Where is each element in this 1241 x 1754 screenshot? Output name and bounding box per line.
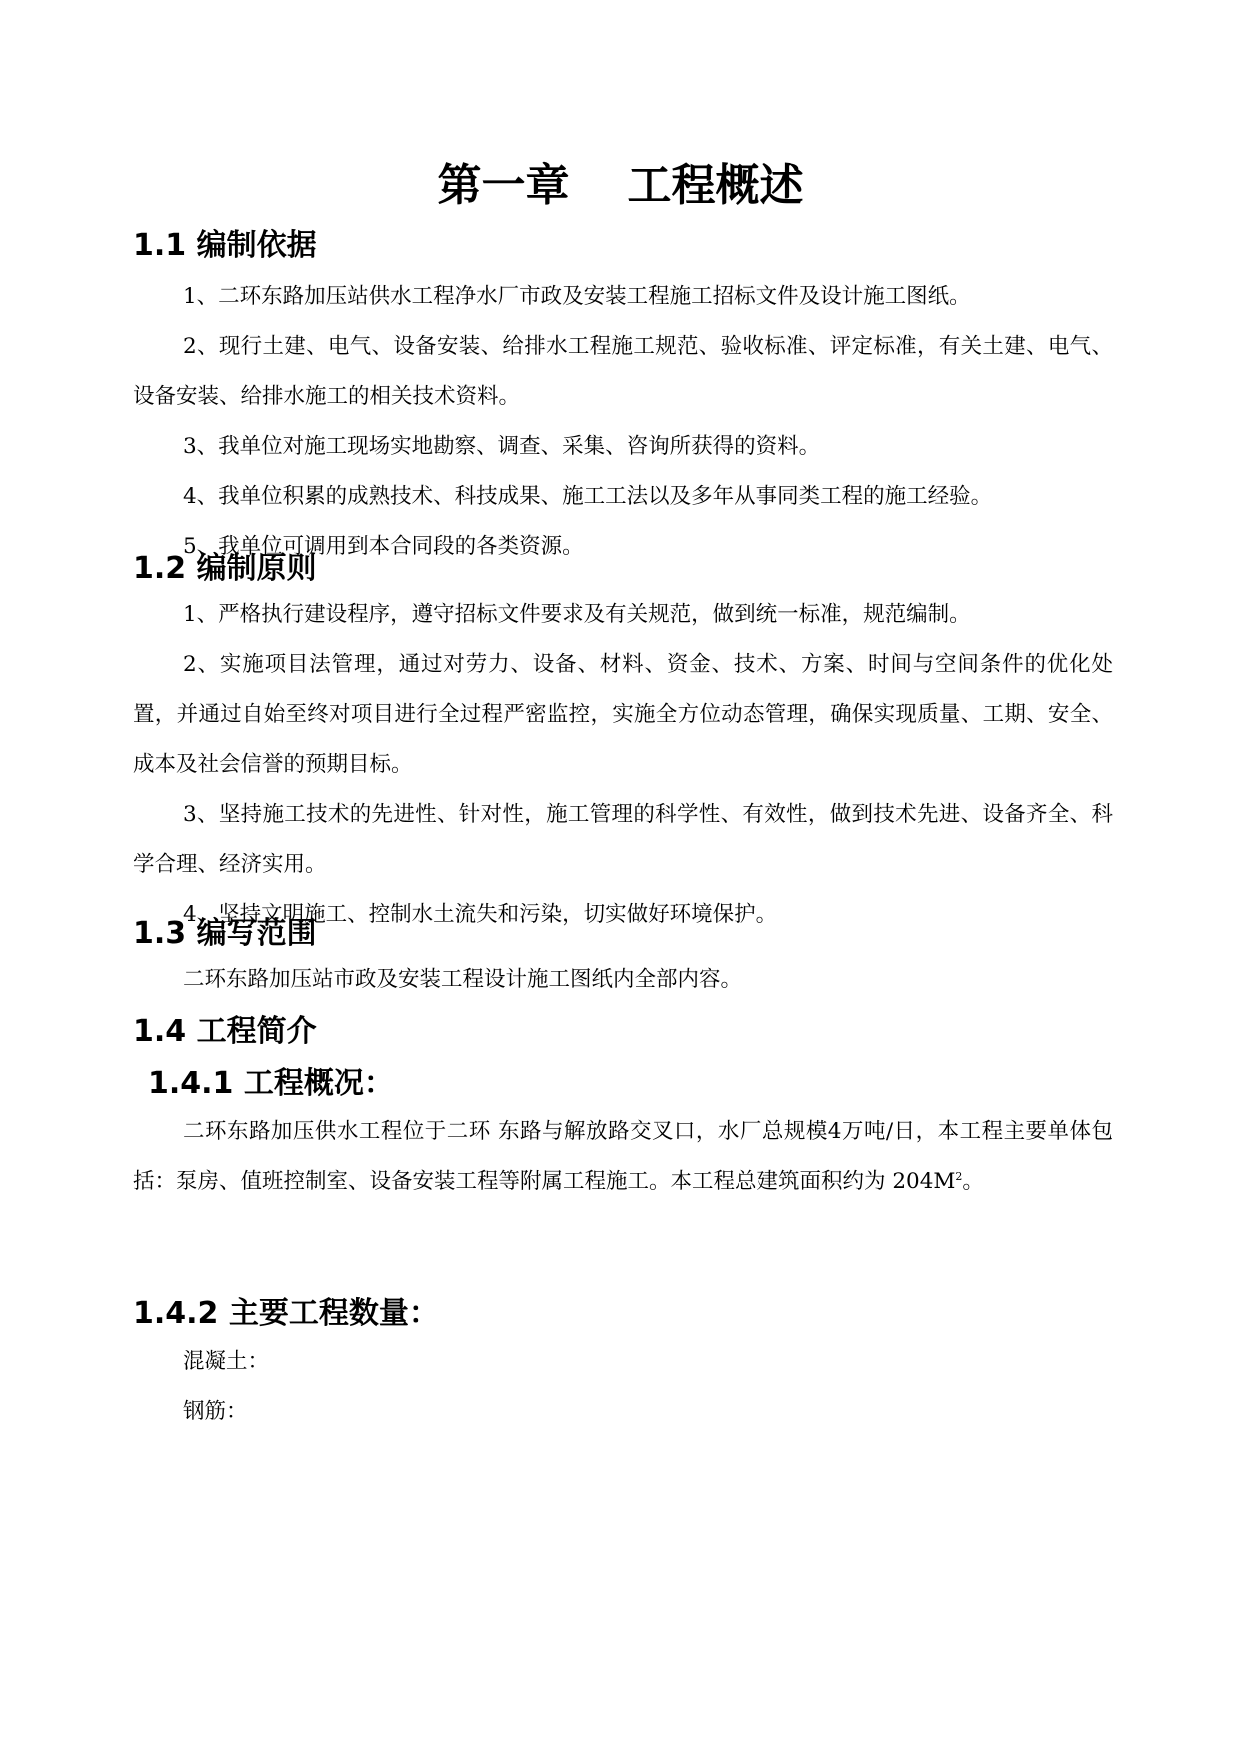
chapter-title xyxy=(0,158,1241,214)
list-item: 钢筋： xyxy=(183,1399,248,1424)
subsection-heading-1-4-2: 1.4.2 主要工程数量： xyxy=(133,1296,439,1331)
list-item: 混凝土： xyxy=(183,1349,270,1374)
section-heading-1-1: 1.1 编制依据 xyxy=(133,228,317,263)
list-item: 1、严格执行建设程序，遵守招标文件要求及有关规范，做到统一标准，规范编制。 xyxy=(183,602,971,627)
list-item: 4、我单位积累的成熟技术、科技成果、施工工法以及多年从事同类工程的施工经验。 xyxy=(183,484,993,509)
list-item: 3、坚持施工技术的先进性、针对性，施工管理的科学性、有效性，做到技术先进、设备齐全、科学合理、经济实用。 xyxy=(133,802,1113,877)
section-body-1-1 xyxy=(133,272,1113,572)
section-heading-1-3: 1.3 编写范围 xyxy=(133,916,317,951)
chapter-name: 工程概述 xyxy=(627,160,804,211)
paragraph: 二环东路加压站市政及安装工程设计施工图纸内全部内容。 xyxy=(183,967,743,992)
list-item: 1、二环东路加压站供水工程净水厂市政及安装工程施工招标文件及设计施工图纸。 xyxy=(183,284,971,309)
section-heading-1-4: 1.4 工程简介 xyxy=(133,1014,317,1049)
list-item: 2、现行土建、电气、设备安装、给排水工程施工规范、验收标准、评定标准，有关土建、电气、设备安装、给排水施工的相关技术资料。 xyxy=(133,334,1113,409)
list-item: 2、实施项目法管理，通过对劳力、设备、材料、资金、技术、方案、时间与空间条件的优化处置，并通过自始至终对项目进行全过程严密监控，实施全方位动态管理，确保实现质量、工期、安全、成本及社会信誉的预期目标。 xyxy=(133,652,1113,777)
subsection-heading-1-4-1: 1.4.1 工程概况： xyxy=(148,1066,394,1101)
unit-superscript: 2 xyxy=(955,1170,963,1183)
overview-text: 二环东路加压供水工程位于二环 东路与解放路交叉口，水厂总规模4万吨/日，本工程主要单体包括：泵房、值班控制室、设备安装工程等附属工程施工。本工程总建筑面积约为 204M xyxy=(133,1119,1113,1194)
section-body-1-2 xyxy=(133,590,1113,940)
chapter-number: 第一章 xyxy=(437,160,570,211)
section-body-1-4-1 xyxy=(133,1107,1113,1207)
section-body-1-4-2 xyxy=(133,1337,1113,1437)
paragraph xyxy=(133,1107,1113,1207)
list-item: 3、我单位对施工现场实地勘察、调查、采集、咨询所获得的资料。 xyxy=(183,434,821,459)
section-heading-1-2: 1.2 编制原则 xyxy=(133,551,317,586)
section-body-1-3 xyxy=(133,955,1113,1005)
overview-tail: 。 xyxy=(962,1169,984,1194)
list-item: 4、坚持文明施工、控制水土流失和污染，切实做好环境保护。 xyxy=(183,902,778,927)
list-item: 5、我单位可调用到本合同段的各类资源。 xyxy=(183,534,584,559)
